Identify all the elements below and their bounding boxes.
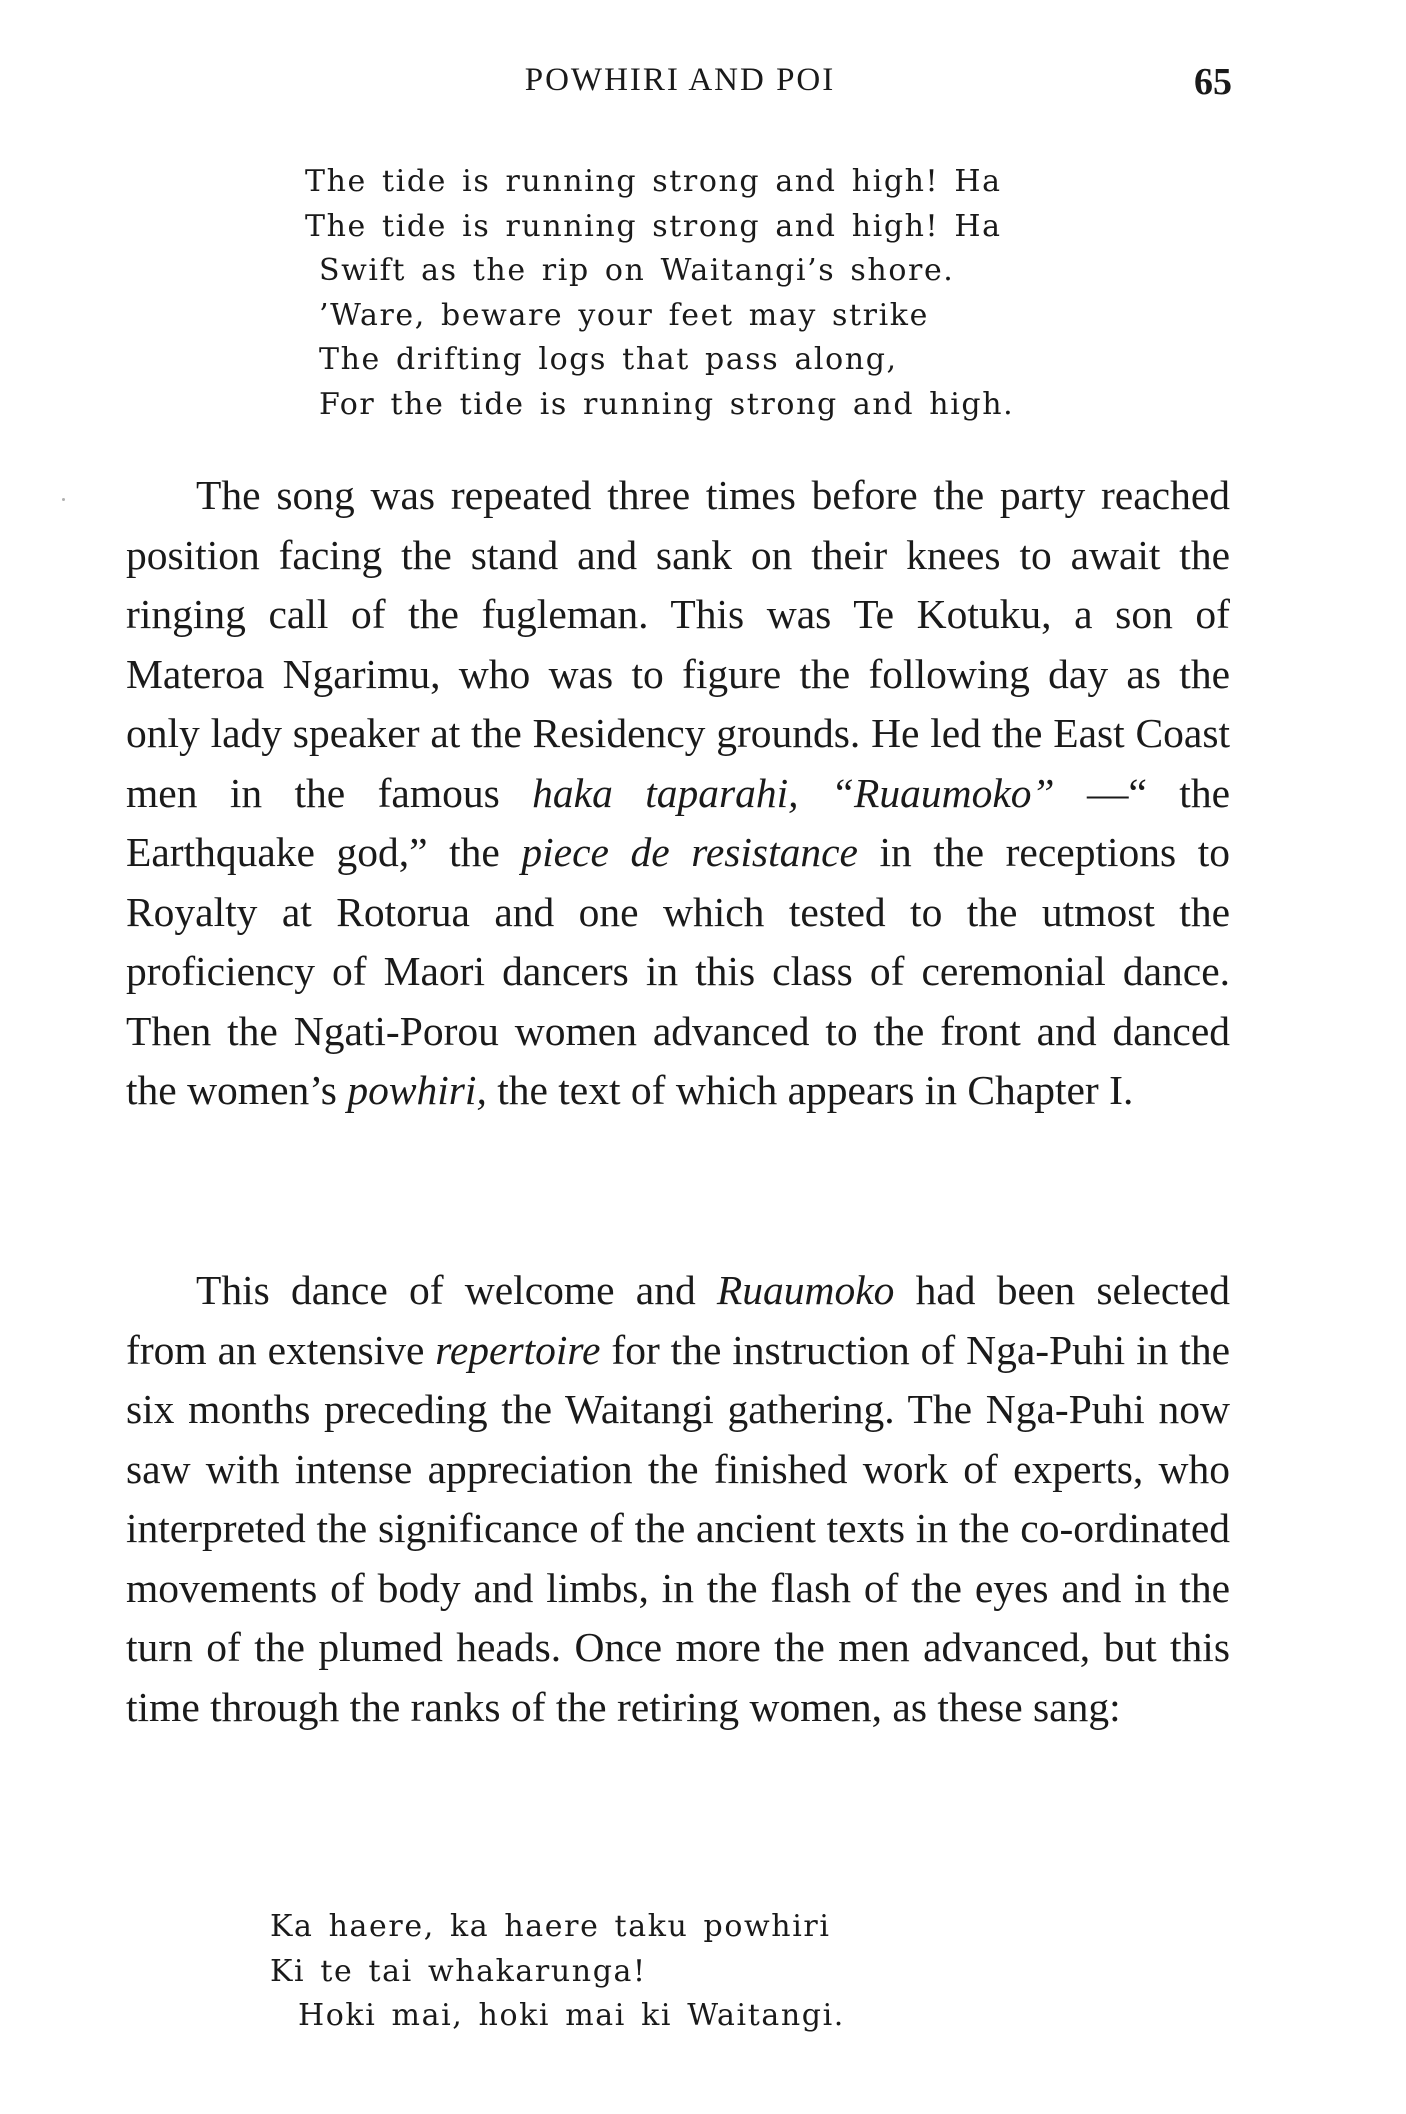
verse-line: For the tide is running strong and high.	[319, 386, 1015, 422]
margin-speck	[62, 498, 65, 501]
text-run: had been selected from an extensive	[126, 1267, 1230, 1373]
text-run: in the receptions to Royalty at Rotorua and one which tested to the utmost the proficiency of Maori dancers in this class of ceremonial dance. Then the Ngati-Porou women advanced to the front and danced the women’s	[126, 829, 1230, 1113]
verse-line: The tide is running strong and high! Ha	[305, 208, 1002, 244]
page-header	[128, 62, 1232, 112]
text-run: —“ the Earthquake god,” the	[126, 769, 1230, 875]
verse-line: ’Ware, beware your feet may strike	[319, 297, 929, 333]
verse-line: The drifting logs that pass along,	[319, 342, 898, 377]
text-run: This dance of welcome and	[196, 1267, 717, 1313]
verse-block-tide	[305, 160, 1014, 427]
running-head: POWHIRI AND POI	[524, 62, 836, 98]
verse-line: Ki te tai whakarunga!	[270, 1953, 647, 1989]
verse-line: Swift as the rip on Waitangi’s shore.	[319, 253, 955, 288]
body-paragraph-2	[126, 1261, 1230, 1737]
page-number: 65	[1194, 61, 1232, 103]
text-run-italic: Ruaumoko	[716, 1267, 895, 1313]
text-run-italic: haka taparahi, “Ruaumoko”	[532, 769, 1055, 816]
verse-line: Hoki mai, hoki mai ki Waitangi.	[298, 1998, 845, 2033]
paragraph-text	[126, 1261, 1230, 1737]
verse-line: The tide is running strong and high! Ha	[305, 164, 1002, 199]
body-paragraph-1	[126, 466, 1230, 1121]
text-run-italic: piece de resistance	[521, 829, 858, 875]
text-run: The song was repeated three times before the party reached position facing the stand and sank on their knees to await the ringing call of the fugleman. This was Te Kotuku, a son of Materoa Ngarimu, who was to figure the following day as the only lady speaker at the Residency grounds. He led the East Coast men in the famous	[126, 472, 1230, 816]
verse-line: Ka haere, ka haere taku powhiri	[270, 1909, 831, 1944]
text-run-italic: repertoire	[435, 1326, 601, 1373]
text-run: the text of which appears in Chapter I.	[486, 1067, 1134, 1113]
paragraph-text	[126, 466, 1230, 1121]
text-run-italic: powhiri,	[347, 1067, 487, 1113]
verse-block-haere	[270, 1905, 845, 2039]
text-run: for the instruction of Nga-Puhi in the six months preceding the Waitangi gathering. The Nga-Puhi now saw with intense appreciation the finished work of experts, who interpreted the significance of the ancient texts in the co-ordinated movements of body and limbs, in the flash of the eyes and in the turn of the plumed heads. Once more the men advanced, but this time through the ranks of the retiring women, as these sang:	[126, 1326, 1230, 1730]
